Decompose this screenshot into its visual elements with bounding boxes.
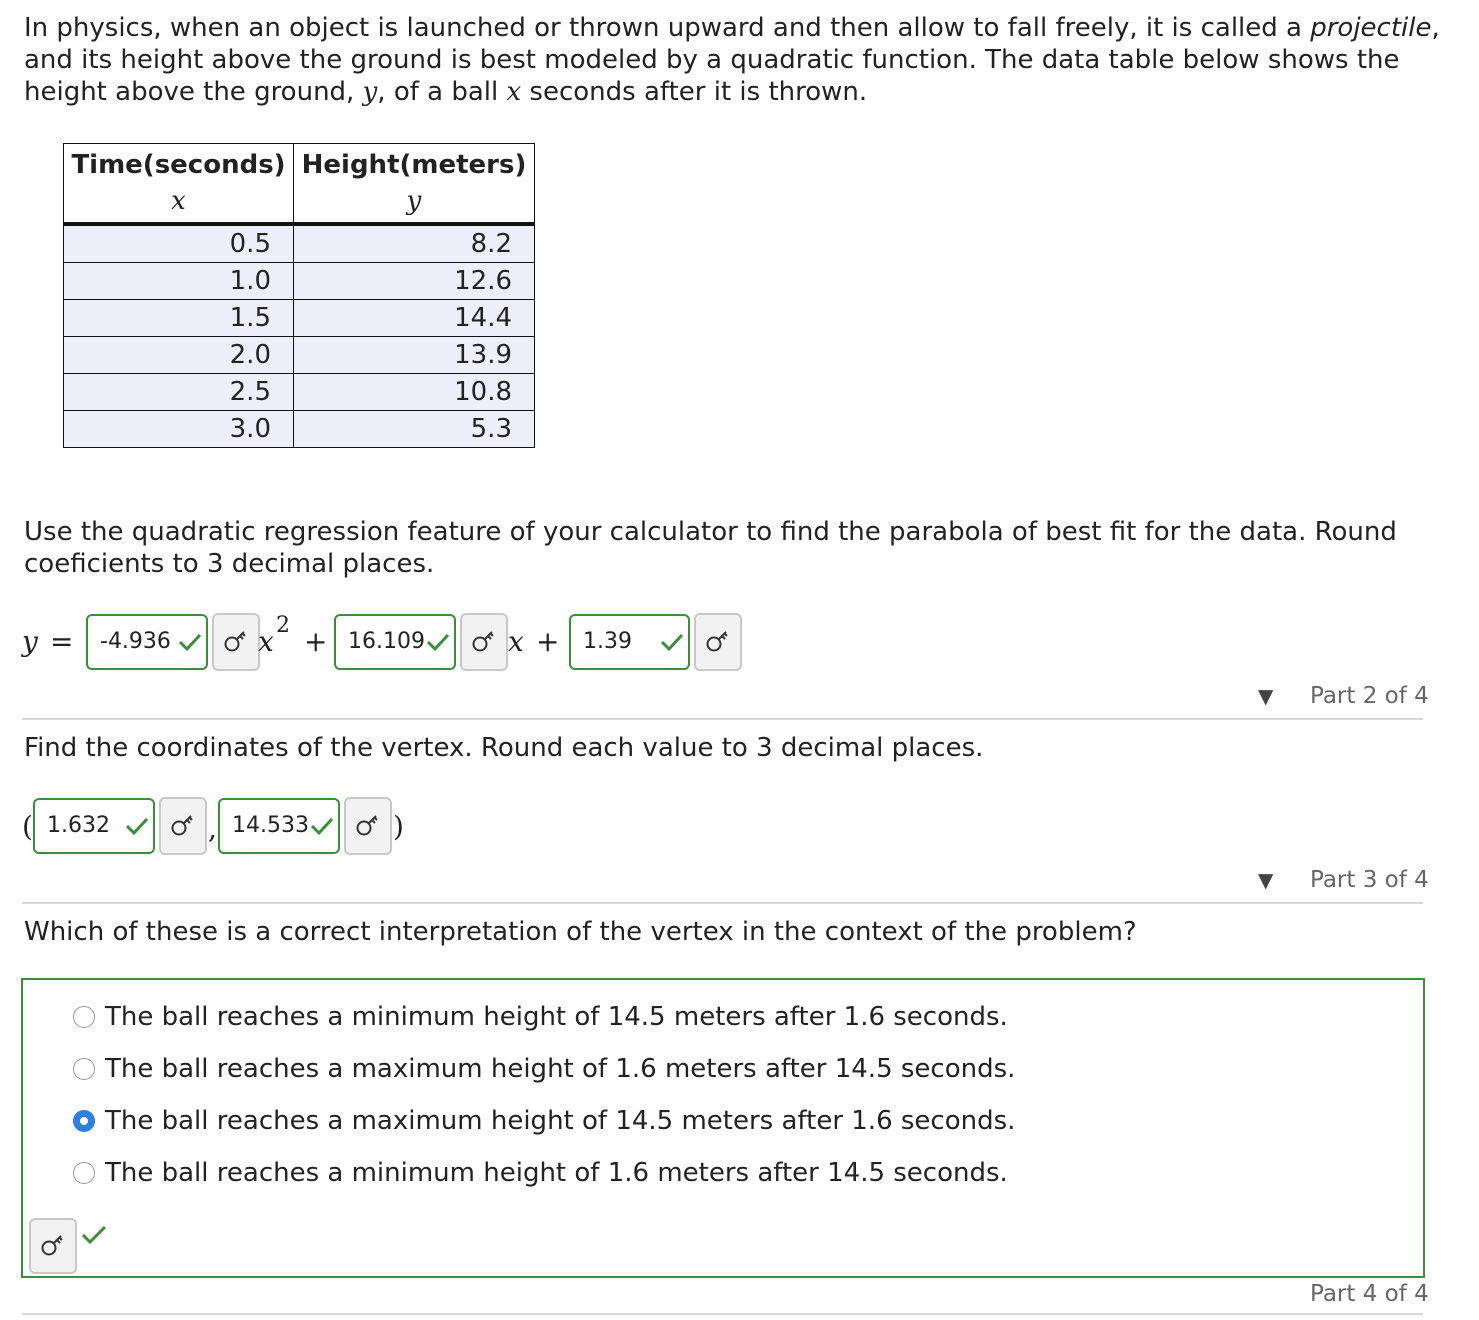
intro-paragraph (24, 12, 1454, 108)
choice-option-selected[interactable] (73, 1106, 1015, 1136)
choice-label: The ball reaches a maximum height of 14.5 meters after 1.6 seconds. (105, 1106, 1016, 1136)
key-icon (355, 814, 381, 838)
part2-prompt: Find the coordinates of the vertex. Round each value to 3 decimal places. (24, 733, 984, 763)
part2-collapse-icon[interactable]: ▼ (1258, 684, 1274, 708)
check-icon (178, 632, 202, 652)
key-icon (170, 814, 196, 838)
table-cell-y: 12.6 (294, 263, 535, 300)
eq-equals: = (50, 625, 74, 658)
key-button-a[interactable] (212, 613, 260, 671)
table-cell-x: 1.5 (64, 300, 294, 337)
table-header-row (64, 144, 535, 225)
choice-option[interactable] (73, 1002, 1008, 1032)
key-button-vertex-y[interactable] (344, 797, 392, 855)
part3-divider (22, 902, 1423, 904)
choice-label: The ball reaches a minimum height of 14.5 meters after 1.6 seconds. (105, 1002, 1008, 1032)
check-icon (81, 1224, 107, 1246)
table-cell-x: 0.5 (64, 224, 294, 263)
key-icon (471, 630, 497, 654)
part2-label: Part 2 of 4 (1310, 683, 1429, 709)
eq-x2-var: x (258, 625, 274, 658)
key-button-part3[interactable] (29, 1218, 77, 1274)
eq-x-var: x (508, 625, 524, 658)
table-row (64, 337, 535, 374)
radio-button[interactable] (73, 1058, 95, 1080)
table-row (64, 263, 535, 300)
radio-button-selected[interactable] (73, 1110, 95, 1132)
vertex-close-paren: ) (393, 810, 404, 843)
table-row (64, 411, 535, 448)
table-cell-x: 1.0 (64, 263, 294, 300)
radio-button[interactable] (73, 1006, 95, 1028)
eq-plus-2: + (536, 625, 560, 658)
data-table (63, 143, 535, 448)
vertex-comma: , (208, 812, 217, 845)
vertex-y-input[interactable]: 14.533 (218, 798, 340, 854)
choice-label: The ball reaches a maximum height of 1.6 meters after 14.5 seconds. (105, 1054, 1016, 1084)
coef-a-input[interactable]: -4.936 (86, 614, 208, 670)
key-button-vertex-x[interactable] (159, 797, 207, 855)
vertex-open-paren: ( (22, 810, 33, 843)
check-icon (310, 816, 334, 836)
key-button-b[interactable] (460, 613, 508, 671)
intro-line-3: height above the ground, y, of a ball x seconds after it is thrown. (24, 77, 868, 107)
choice-option[interactable] (73, 1054, 1015, 1084)
table-cell-y: 5.3 (294, 411, 535, 448)
part4-label: Part 4 of 4 (1310, 1281, 1429, 1307)
coef-c-input[interactable]: 1.39 (569, 614, 690, 670)
table-row (64, 224, 535, 263)
part2-divider (22, 718, 1423, 720)
check-icon (660, 632, 684, 652)
key-button-c[interactable] (694, 613, 742, 671)
eq-y-var: y (22, 625, 38, 658)
choice-label: The ball reaches a minimum height of 1.6 meters after 14.5 seconds. (105, 1158, 1008, 1188)
table-cell-x: 3.0 (64, 411, 294, 448)
eq-x2-exponent: 2 (276, 613, 290, 638)
choices-panel (21, 978, 1425, 1278)
intro-line-2: and its height above the ground is best modeled by a quadratic function. The data table below shows the (24, 45, 1400, 75)
table-cell-y: 13.9 (294, 337, 535, 374)
table-cell-x: 2.5 (64, 374, 294, 411)
table-row (64, 300, 535, 337)
part1-prompt: Use the quadratic regression feature of your calculator to find the parabola of best fit for the data. Round coeficients to 3 decimal places. (24, 517, 1397, 579)
table-row (64, 374, 535, 411)
table-header-height: Height(meters) y (294, 144, 535, 225)
part3-prompt: Which of these is a correct interpretation of the vertex in the context of the problem? (24, 917, 1137, 947)
choice-option[interactable] (73, 1158, 1008, 1188)
radio-button[interactable] (73, 1162, 95, 1184)
part3-collapse-icon[interactable]: ▼ (1258, 868, 1274, 892)
part4-divider (22, 1313, 1423, 1315)
vertex-x-input[interactable]: 1.632 (33, 798, 155, 854)
table-cell-y: 10.8 (294, 374, 535, 411)
table-cell-y: 14.4 (294, 300, 535, 337)
intro-line-1: In physics, when an object is launched or thrown upward and then allow to fall freely, it is called a projectile, (24, 13, 1440, 43)
table-cell-y: 8.2 (294, 224, 535, 263)
key-icon (705, 630, 731, 654)
key-icon (40, 1234, 66, 1258)
table-cell-x: 2.0 (64, 337, 294, 374)
check-icon (426, 632, 450, 652)
key-icon (223, 630, 249, 654)
eq-plus-1: + (304, 625, 328, 658)
check-icon (125, 816, 149, 836)
coef-b-input[interactable]: 16.109 (334, 614, 456, 670)
table-header-time: Time(seconds) x (64, 144, 294, 225)
part3-label: Part 3 of 4 (1310, 867, 1429, 893)
